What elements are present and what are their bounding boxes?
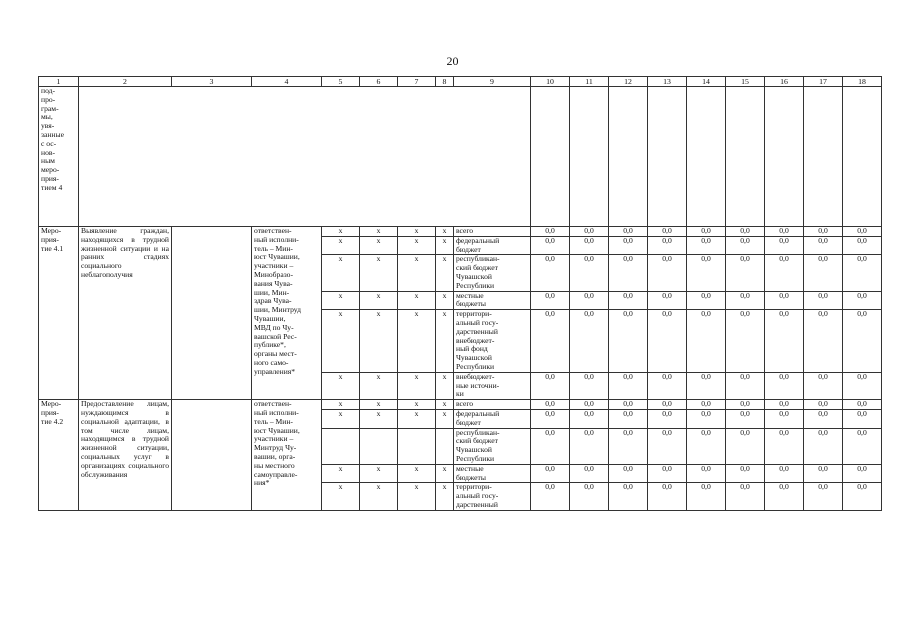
value-cell: 0,0 (609, 291, 648, 310)
value-cell: 0,0 (843, 409, 882, 428)
value-cell: 0,0 (687, 428, 726, 464)
value-cell: 0,0 (843, 400, 882, 410)
value-cell: 0,0 (648, 428, 687, 464)
value-cell: 0,0 (648, 400, 687, 410)
value-cell: 0,0 (531, 483, 570, 510)
header-cell: 6 (360, 77, 398, 87)
value-cell: 0,0 (687, 310, 726, 373)
value-cell: 0,0 (648, 227, 687, 237)
value-cell: 0,0 (765, 428, 804, 464)
measure-name: Предоставление лицам, нуждающимся в социальной адаптации, в том числе лицам, находящимся в трудной жизненной ситуации, социальных услуг в организациях социального обслуживания (79, 400, 172, 511)
code-cell: x (436, 464, 454, 483)
code-cell: x (322, 291, 360, 310)
code-cell: x (360, 255, 398, 291)
value-cell: 0,0 (648, 464, 687, 483)
code-cell: x (398, 310, 436, 373)
code-cell: x (436, 400, 454, 410)
header-cell: 12 (609, 77, 648, 87)
value-cell: 0,0 (726, 255, 765, 291)
table-row (39, 400, 882, 410)
code-cell: x (360, 372, 398, 399)
code-cell: x (436, 236, 454, 255)
header-cell: 3 (172, 77, 252, 87)
header-row (39, 77, 882, 87)
header-cell: 13 (648, 77, 687, 87)
value-cell: 0,0 (531, 291, 570, 310)
code-cell: x (360, 400, 398, 410)
value-cell: 0,0 (804, 372, 843, 399)
value-cell: 0,0 (648, 372, 687, 399)
intro-row (39, 87, 882, 227)
value-cell: 0,0 (570, 236, 609, 255)
code-cell: x (322, 310, 360, 373)
value-cell: 0,0 (765, 255, 804, 291)
value-cell: 0,0 (531, 310, 570, 373)
code-cell: x (436, 310, 454, 373)
header-cell: 14 (687, 77, 726, 87)
value-cell: 0,0 (843, 291, 882, 310)
value-cell: 0,0 (609, 255, 648, 291)
code-cell (360, 428, 398, 464)
measure-label: Меро- прия- тие 4.2 (39, 400, 79, 511)
value-cell: 0,0 (843, 372, 882, 399)
funding-source: всего (454, 227, 531, 237)
header-cell: 9 (454, 77, 531, 87)
code-cell: x (436, 255, 454, 291)
code-cell: x (322, 464, 360, 483)
code-cell: x (360, 227, 398, 237)
code-cell: x (398, 372, 436, 399)
value-cell: 0,0 (570, 227, 609, 237)
intro-label: под- про- грам- мы, увя- занные с ос- нов- ным меро- прия- тием 4 (39, 87, 79, 227)
value-cell: 0,0 (726, 372, 765, 399)
value-cell: 0,0 (531, 236, 570, 255)
program-table (38, 76, 882, 511)
value-cell: 0,0 (687, 483, 726, 510)
value-cell: 0,0 (609, 464, 648, 483)
value-cell: 0,0 (843, 464, 882, 483)
value-cell: 0,0 (609, 227, 648, 237)
value-cell: 0,0 (570, 400, 609, 410)
value-cell: 0,0 (765, 310, 804, 373)
intro-empty (79, 87, 531, 227)
code-cell: x (322, 236, 360, 255)
value-cell: 0,0 (804, 428, 843, 464)
value-cell: 0,0 (570, 255, 609, 291)
value-cell: 0,0 (765, 291, 804, 310)
code-cell: x (436, 372, 454, 399)
value-cell: 0,0 (609, 372, 648, 399)
value-cell: 0,0 (843, 483, 882, 510)
header-cell: 17 (804, 77, 843, 87)
value-cell: 0,0 (648, 409, 687, 428)
value-cell: 0,0 (765, 464, 804, 483)
header-cell: 18 (843, 77, 882, 87)
code-cell: x (398, 464, 436, 483)
value-cell: 0,0 (804, 236, 843, 255)
intro-empty (609, 87, 648, 227)
value-cell: 0,0 (726, 227, 765, 237)
value-cell: 0,0 (687, 255, 726, 291)
value-cell: 0,0 (804, 409, 843, 428)
code-cell: x (322, 372, 360, 399)
code-cell (436, 428, 454, 464)
code-cell: x (322, 400, 360, 410)
measure-responsible: ответствен- ный исполни- тель – Мин- юст Чувашии, участники – Минтруд Чу- вашии, орга- ны местного самоуправле- ния* (252, 400, 322, 511)
value-cell: 0,0 (609, 483, 648, 510)
funding-source: внебюджет- ные источни- ки (454, 372, 531, 399)
value-cell: 0,0 (726, 409, 765, 428)
value-cell: 0,0 (765, 400, 804, 410)
funding-source: местные бюджеты (454, 464, 531, 483)
code-cell: x (322, 483, 360, 510)
intro-empty (765, 87, 804, 227)
value-cell: 0,0 (843, 255, 882, 291)
value-cell: 0,0 (648, 255, 687, 291)
header-cell: 8 (436, 77, 454, 87)
value-cell: 0,0 (687, 409, 726, 428)
value-cell: 0,0 (609, 236, 648, 255)
value-cell: 0,0 (570, 310, 609, 373)
value-cell: 0,0 (726, 428, 765, 464)
code-cell: x (398, 483, 436, 510)
funding-source: территори- альный госу- дарственный (454, 483, 531, 510)
code-cell: x (436, 291, 454, 310)
measure-label: Меро- прия- тие 4.1 (39, 227, 79, 400)
value-cell: 0,0 (687, 291, 726, 310)
value-cell: 0,0 (843, 227, 882, 237)
intro-empty (804, 87, 843, 227)
code-cell: x (398, 409, 436, 428)
value-cell: 0,0 (687, 227, 726, 237)
table-row (39, 227, 882, 237)
value-cell: 0,0 (804, 255, 843, 291)
value-cell: 0,0 (765, 227, 804, 237)
value-cell: 0,0 (687, 464, 726, 483)
code-cell: x (398, 291, 436, 310)
code-cell: x (398, 400, 436, 410)
code-cell: x (398, 236, 436, 255)
intro-empty (531, 87, 570, 227)
measure-name: Выявление граждан, находящихся в трудной жизненной ситуации и на ранних стадиях социального неблагополучия (79, 227, 172, 400)
value-cell: 0,0 (570, 464, 609, 483)
value-cell: 0,0 (570, 291, 609, 310)
value-cell: 0,0 (531, 409, 570, 428)
code-cell: x (322, 409, 360, 428)
value-cell: 0,0 (570, 409, 609, 428)
code-cell (398, 428, 436, 464)
value-cell: 0,0 (531, 255, 570, 291)
value-cell: 0,0 (804, 291, 843, 310)
header-cell: 2 (79, 77, 172, 87)
header-cell: 16 (765, 77, 804, 87)
value-cell: 0,0 (648, 236, 687, 255)
intro-empty (687, 87, 726, 227)
header-cell: 15 (726, 77, 765, 87)
intro-empty (843, 87, 882, 227)
code-cell: x (360, 310, 398, 373)
measure-empty (172, 400, 252, 511)
funding-source: местные бюджеты (454, 291, 531, 310)
value-cell: 0,0 (804, 310, 843, 373)
header-cell: 11 (570, 77, 609, 87)
value-cell: 0,0 (726, 236, 765, 255)
value-cell: 0,0 (765, 483, 804, 510)
value-cell: 0,0 (726, 483, 765, 510)
measure-empty (172, 227, 252, 400)
value-cell: 0,0 (648, 310, 687, 373)
value-cell: 0,0 (687, 236, 726, 255)
code-cell: x (436, 409, 454, 428)
value-cell: 0,0 (726, 400, 765, 410)
value-cell: 0,0 (531, 372, 570, 399)
value-cell: 0,0 (531, 227, 570, 237)
value-cell: 0,0 (648, 291, 687, 310)
page-number: 20 (446, 54, 459, 68)
funding-source: федеральный бюджет (454, 409, 531, 428)
value-cell: 0,0 (843, 236, 882, 255)
value-cell: 0,0 (687, 372, 726, 399)
code-cell: x (398, 227, 436, 237)
measure-responsible: ответствен- ный исполни- тель – Мин- юст Чувашии, участники – Минобразо- вания Чува- шии, Мин- здрав Чува- шии, Минтруд Чувашии, МВД по Чу- вашской Рес- публике*, органы мест- ного само- управления* (252, 227, 322, 400)
funding-source: республикан- ский бюджет Чувашской Республики (454, 428, 531, 464)
value-cell: 0,0 (609, 409, 648, 428)
value-cell: 0,0 (570, 483, 609, 510)
intro-empty (570, 87, 609, 227)
code-cell: x (360, 483, 398, 510)
value-cell: 0,0 (843, 428, 882, 464)
value-cell: 0,0 (531, 464, 570, 483)
value-cell: 0,0 (609, 428, 648, 464)
code-cell: x (360, 291, 398, 310)
value-cell: 0,0 (843, 310, 882, 373)
intro-empty (648, 87, 687, 227)
header-cell: 7 (398, 77, 436, 87)
value-cell: 0,0 (804, 464, 843, 483)
code-cell: x (398, 255, 436, 291)
value-cell: 0,0 (765, 372, 804, 399)
funding-source: федеральный бюджет (454, 236, 531, 255)
value-cell: 0,0 (804, 400, 843, 410)
value-cell: 0,0 (765, 236, 804, 255)
value-cell: 0,0 (726, 291, 765, 310)
funding-source: территори- альный госу- дарственный внебюджет- ный фонд Чувашской Республики (454, 310, 531, 373)
code-cell: x (436, 227, 454, 237)
header-cell: 4 (252, 77, 322, 87)
header-cell: 10 (531, 77, 570, 87)
value-cell: 0,0 (804, 483, 843, 510)
value-cell: 0,0 (609, 310, 648, 373)
code-cell: x (436, 483, 454, 510)
funding-source: всего (454, 400, 531, 410)
value-cell: 0,0 (726, 310, 765, 373)
code-cell: x (360, 464, 398, 483)
value-cell: 0,0 (726, 464, 765, 483)
code-cell: x (322, 227, 360, 237)
header-cell: 1 (39, 77, 79, 87)
value-cell: 0,0 (570, 428, 609, 464)
code-cell: x (360, 409, 398, 428)
code-cell: x (322, 255, 360, 291)
value-cell: 0,0 (765, 409, 804, 428)
value-cell: 0,0 (570, 372, 609, 399)
value-cell: 0,0 (804, 227, 843, 237)
code-cell: x (360, 236, 398, 255)
value-cell: 0,0 (687, 400, 726, 410)
value-cell: 0,0 (531, 428, 570, 464)
funding-source: республикан- ский бюджет Чувашской Республики (454, 255, 531, 291)
intro-empty (726, 87, 765, 227)
value-cell: 0,0 (531, 400, 570, 410)
value-cell: 0,0 (609, 400, 648, 410)
header-cell: 5 (322, 77, 360, 87)
code-cell (322, 428, 360, 464)
value-cell: 0,0 (648, 483, 687, 510)
